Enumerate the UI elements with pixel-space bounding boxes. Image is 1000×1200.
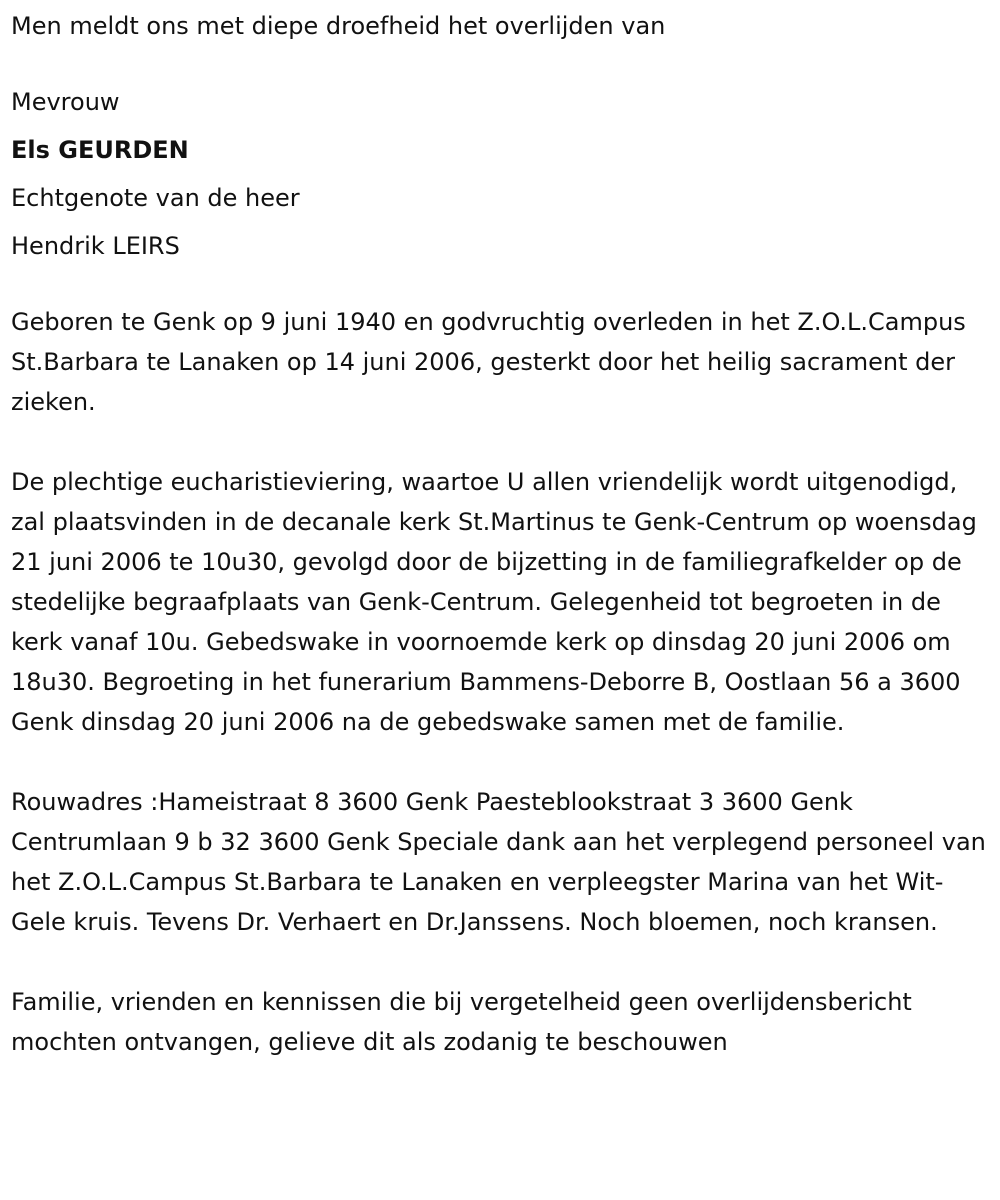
birth-paragraph: Geboren te Genk op 9 juni 1940 en godvruchtig overleden in het Z.O.L.Campus St.Barbara te Lanaken op 14 juni 2006, gesterkt door het heilig sacrament der zieken. (11, 308, 966, 416)
deceased-name: Els GEURDEN (11, 136, 189, 164)
spacer (11, 942, 991, 982)
ceremony-paragraph: De plechtige eucharistieviering, waartoe U allen vriendelijk wordt uitgenodigd, zal plaatsvinden in de decanale kerk St.Martinus te Genk-Centrum op woensdag 21 juni 2006 te 10u30, gevolgd door de bijzetting in de familiegrafkelder op de stedelijke begraafplaats van Genk-Centrum. Gelegenheid tot begroeten in de kerk vanaf 10u. Gebedswake in voornoemde kerk op dinsdag 20 juni 2006 om 18u30. Begroeting in het funerarium Bammens-Deborre B, Oostlaan 56 a 3600 Genk dinsdag 20 juni 2006 na de gebedswake samen met de familie. (11, 468, 977, 736)
spacer (11, 270, 991, 302)
closing-paragraph: Familie, vrienden en kennissen die bij vergetelheid geen overlijdensbericht mochten ontvangen, gelieve dit als zodanig te beschouwen (11, 988, 912, 1056)
intro-text: Men meldt ons met diepe droefheid het overlijden van (11, 12, 666, 40)
spacer (11, 46, 991, 78)
deceased-block (11, 78, 991, 270)
address-paragraph: Rouwadres :Hameistraat 8 3600 Genk Paesteblookstraat 3 3600 Genk Centrumlaan 9 b 32 3600 Genk Speciale dank aan het verplegend personeel van het Z.O.L.Campus St.Barbara te Lanaken en verpleegster Marina van het Wit-Gele kruis. Tevens Dr. Verhaert en Dr.Janssens. Noch bloemen, noch kransen. (11, 788, 986, 936)
obituary-document (11, 6, 991, 1062)
spacer (11, 422, 991, 462)
deceased-spouse: Hendrik LEIRS (11, 232, 180, 260)
deceased-title: Mevrouw (11, 88, 120, 116)
spacer (11, 742, 991, 782)
deceased-relation: Echtgenote van de heer (11, 184, 300, 212)
